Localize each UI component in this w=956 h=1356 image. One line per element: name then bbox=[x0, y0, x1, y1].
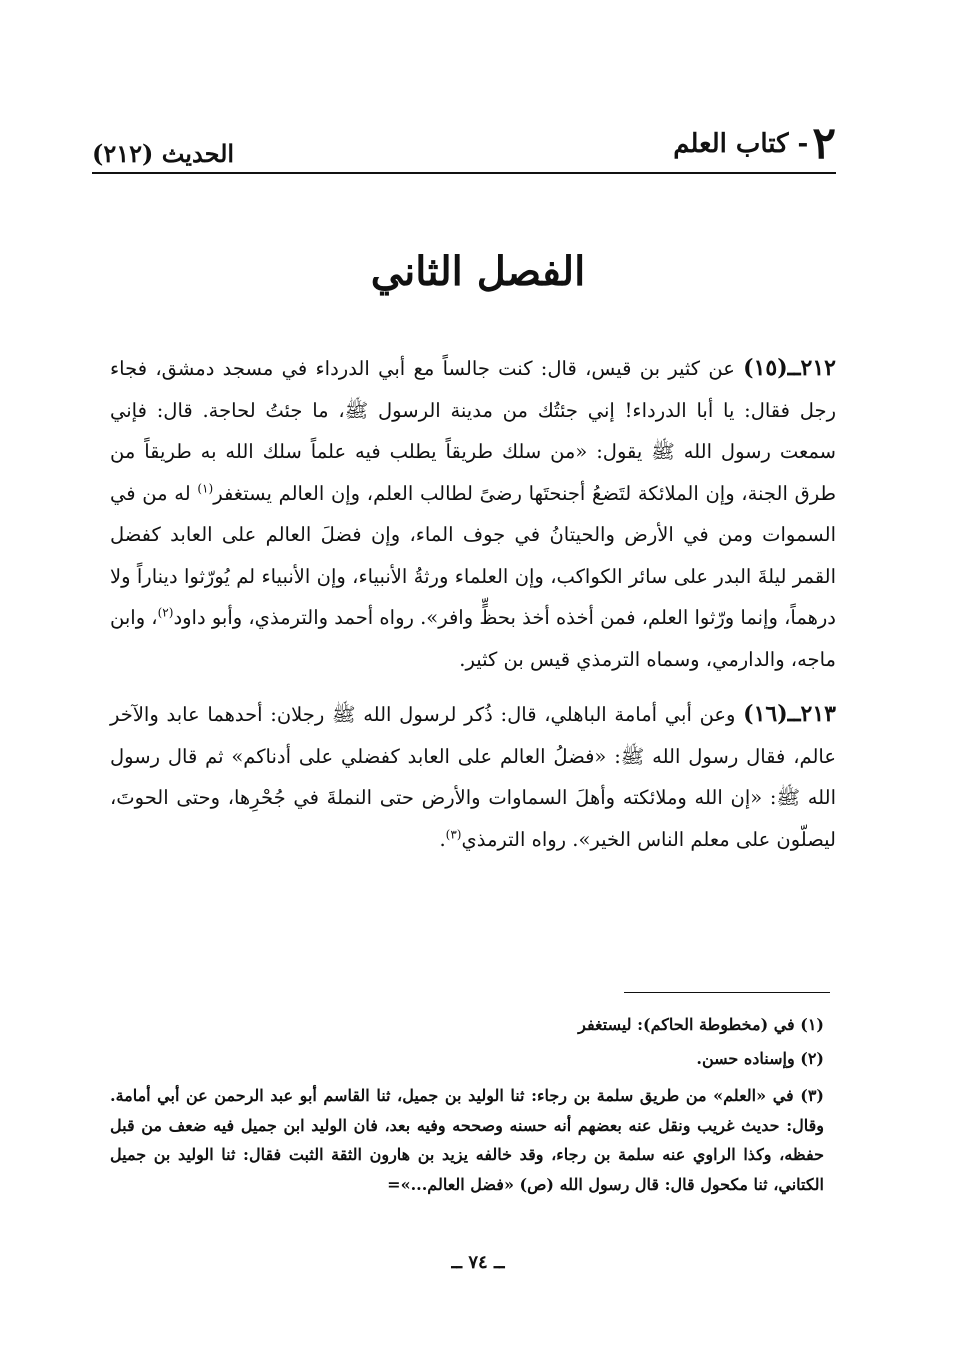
main-text bbox=[110, 348, 836, 874]
footnotes bbox=[110, 1010, 824, 1203]
footnote-1: (١) في (مخطوطة الحاكم): ليستغفر bbox=[578, 1015, 824, 1034]
chapter-heading bbox=[673, 118, 836, 169]
hadith-text: . bbox=[439, 827, 446, 851]
hadith-text: له من في السموات ومن في الأرض والحيتانُ في جوف الماء، وإن فضلَ العالم على العابد كفضل القمر ليلةَ البدر على سائر الكواكب، وإن العلماء ورثةُ الأنبياء، وإن الأنبياء لم يُورّثوا ديناراً ولا درهماً، وإنما ورّثوا العلم، فمن أخذه أخذ بحظٍّ وافر». رواه أحمد والترمذي، وأبو داود bbox=[110, 481, 836, 629]
running-header bbox=[92, 118, 836, 174]
page-number: ــ ٧٤ ــ bbox=[451, 1252, 505, 1273]
hadith-number: ٢١٣ــ(١٦) bbox=[743, 701, 836, 727]
hadith-text: وعن أبي أمامة الباهلي، قال: ذُكر لرسول الله ﷺ رجلان: أحدهما عابد والآخر عالم، فقال رسول الله ﷺ: «فضلُ العالم على العابد كفضلي على أدناكم» ثم قال رسول الله ﷺ: «إن الله وملائكته وأهلَ السماوات والأرض حتى النملةَ في جُحْرِها، وحتى الحوتَ، ليصلّون على معلم الناس الخير». رواه الترمذي bbox=[110, 703, 836, 851]
section-title: الفصل الثاني bbox=[370, 248, 586, 295]
hadith-213 bbox=[110, 694, 836, 860]
hadith-212 bbox=[110, 348, 836, 680]
footnote-2: (٢) وإسناده حسن. bbox=[696, 1048, 824, 1068]
chapter-title: - كتاب العلم bbox=[673, 129, 809, 159]
hadith-number: ٢١٢ــ(١٥) bbox=[743, 355, 836, 381]
footnote-divider bbox=[624, 992, 830, 993]
footnote-ref: (٣) bbox=[445, 827, 462, 841]
hadith-range: الحديث (٢١٢) bbox=[92, 139, 235, 168]
footnote-ref: (٢) bbox=[157, 605, 174, 620]
footnote-3: (٣) في «العلم» من طريق سلمة بن رجاء: ثنا الوليد بن جميل، ثنا القاسم أبو عبد الرحمن عن أبي أمامة. وقال: حديث غريب ونقل عنه بعضهم أنه حسنه وصححه وفيه بعد، فان الوليد ابن جميل فيه ضعف من قبل حفظه، وكذا الراوي عنه سلمة بن رجاء، وقد خالفه يزيد بن هارون الثقة الثبت فقال: ثنا الوليد بن جميل الكتاني، ثنا مكحول قال: قال رسول الله (ص) «فضل العالم...»= bbox=[110, 1086, 825, 1194]
hadith-text: عن كثير بن قيس، قال: كنت جالساً مع أبي الدرداء في مسجد دمشق، فجاء رجل فقال: يا أبا الدرداء! إني جئتُك من مدينة الرسول ﷺ، ما جئتُ لحاجة. قال: فإني سمعت رسول الله ﷺ يقول: «من سلك طريقاً يطلب فيه علماً سلك الله به طريقاً من طرق الجنة، وإن الملائكة لتَضعُ أجنحتَها رضىً لطالب العلم، وإن العالم يستغفر bbox=[110, 357, 836, 505]
chapter-number: ٢ bbox=[812, 118, 836, 169]
footnote-ref: (١) bbox=[197, 481, 214, 495]
hadith-text: ، وابن ماجه، والدارمي، وسماه الترمذي قيس بن كثير. bbox=[110, 606, 836, 671]
